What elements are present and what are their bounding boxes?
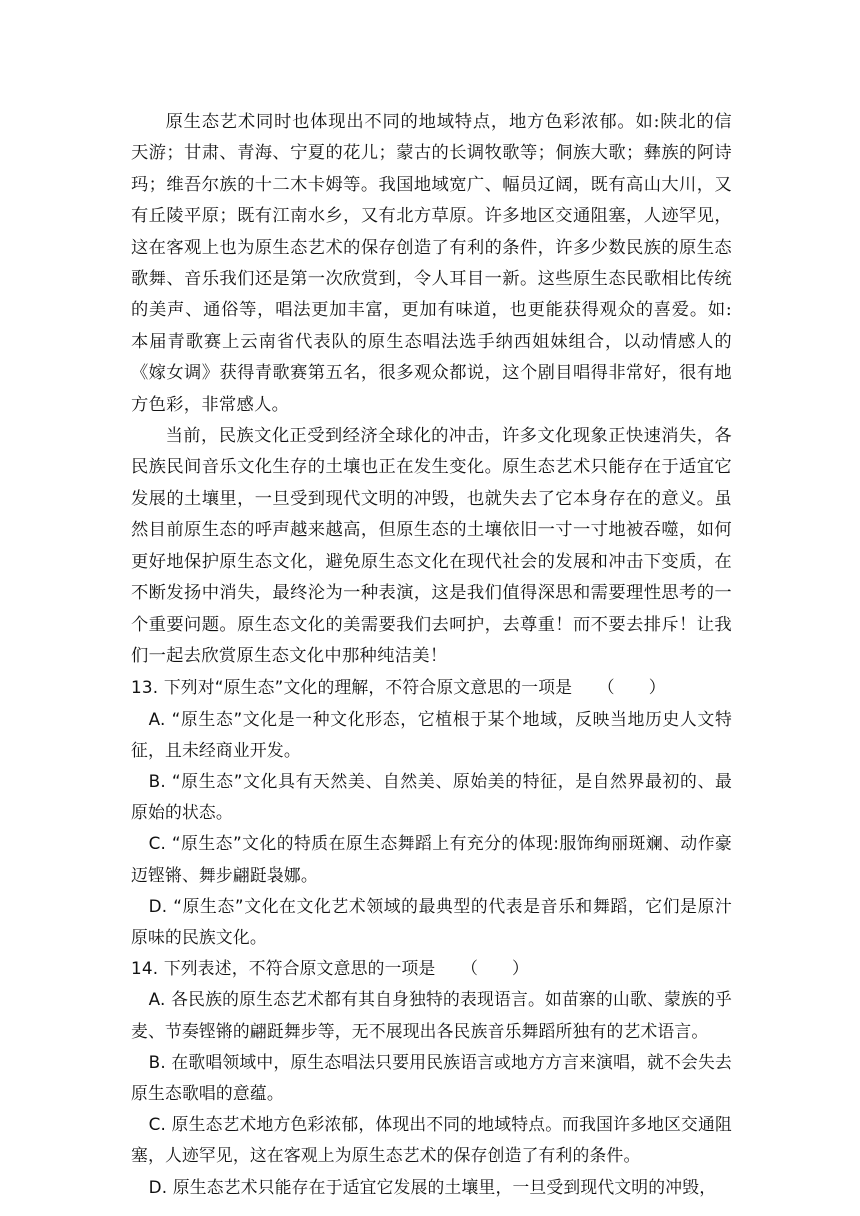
question-14-option-b: B. 在歌唱领域中，原生态唱法只要用民族语言或地方方言来演唱，就不会失去原生态歌唱的意蕴。 (131, 1051, 732, 1103)
question-14-option-d: D. 原生态艺术只能存在于适宜它发展的土壤里，一旦受到现代文明的冲毁， (148, 1176, 717, 1197)
question-14-option-a: A. 各民族的原生态艺术都有其自身独特的表现语言。如苗寨的山歌、蒙族的乎麦、节奏铿锵的翩跹舞步等，无不展现出各民族音乐舞蹈所独有的艺术语言。 (131, 989, 732, 1041)
question-13-option-c: C. “原生态”文化的特质在原生态舞蹈上有充分的体现:服饰绚丽斑斓、动作豪迈铿锵、舞步翩跹袅娜。 (131, 833, 732, 885)
passage-paragraph-1: 原生态艺术同时也体现出不同的地域特点，地方色彩浓郁。如:陕北的信天游；甘肃、青海、宁夏的花儿；蒙古的长调牧歌等；侗族大歌；彝族的阿诗玛；维吾尔族的十二木卡姆等。我国地域宽广、幅员辽阔，既有高山大川，又有丘陵平原；既有江南水乡，又有北方草原。许多地区交通阻塞，人迹罕见，这在客观上也为原生态艺术的保存创造了有利的条件，许多少数民族的原生态歌舞、音乐我们还是第一次欣赏到，令人耳目一新。这些原生态民歌相比传统的美声、通俗等，唱法更加丰富，更加有味道，也更能获得观众的喜爱。如:本届青歌赛上云南省代表队的原生态唱法选手纳西姐妹组合，以动情感人的《嫁女调》获得青歌赛第五名，很多观众都说，这个剧目唱得非常好，很有地方色彩，非常感人。 (131, 112, 732, 415)
question-14-stem: 14. 下列表述，不符合原文意思的一项是 （ ） (131, 958, 530, 979)
question-13-option-d: D. “原生态”文化在文化艺术领域的最典型的代表是音乐和舞蹈，它们是原汁原味的民族文化。 (131, 895, 732, 947)
page-content (131, 107, 732, 1203)
question-13-option-b: B. “原生态”文化具有天然美、自然美、原始美的特征，是自然界最初的、最原始的状态。 (131, 770, 732, 823)
passage-paragraph-2: 当前，民族文化正受到经济全球化的冲击，许多文化现象正快速消失，各民族民间音乐文化生存的土壤也正在发生变化。原生态艺术只能存在于适宜它发展的土壤里，一旦受到现代文明的冲毁，也就失去了它本身存在的意义。虽然目前原生态的呼声越来越高，但原生态的土壤依旧一寸一寸地被吞噬，如何更好地保护原生态文化，避免原生态文化在现代社会的发展和冲击下变质，在不断发扬中消失，最终沦为一种表演，这是我们值得深思和需要理性思考的一个重要问题。原生态文化的美需要我们去呵护，去尊重！而不要去排斥！让我们一起去欣赏原生态文化中那种纯洁美！ (131, 426, 732, 666)
question-13-option-a: A. “原生态”文化是一种文化形态，它植根于某个地域，反映当地历史人文特征，且未经商业开发。 (131, 708, 732, 760)
question-14-option-c: C. 原生态艺术地方色彩浓郁，体现出不同的地域特点。而我国许多地区交通阻塞，人迹罕见，这在客观上为原生态艺术的保存创造了有利的条件。 (131, 1114, 732, 1166)
question-13-stem: 13. 下列对“原生态”文化的理解，不符合原文意思的一项是 （ ） (131, 677, 666, 698)
